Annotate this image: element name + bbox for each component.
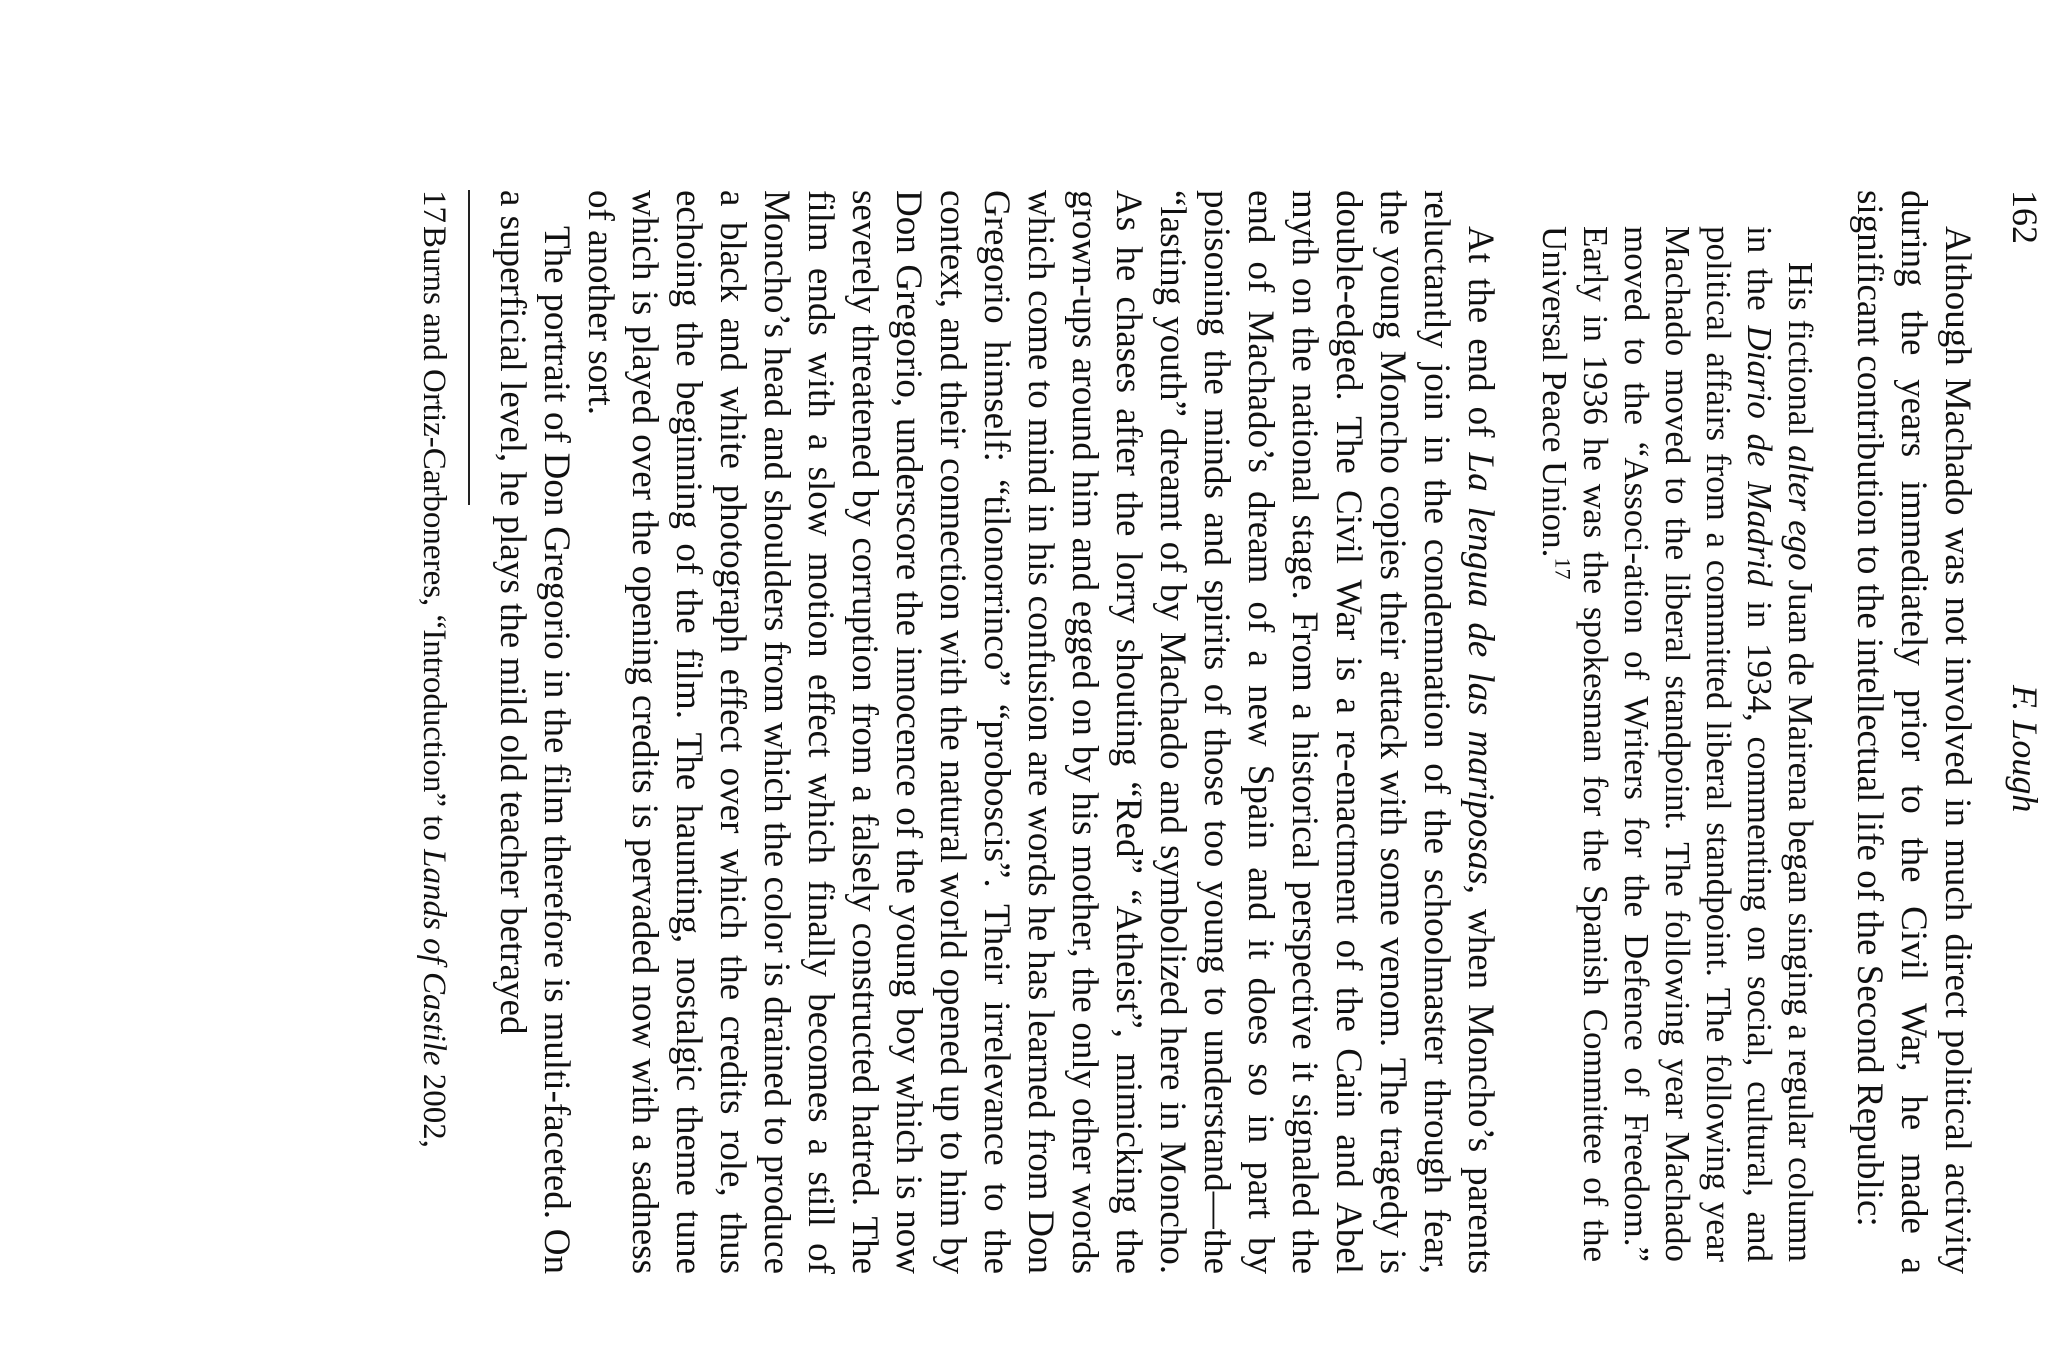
paragraph-italic-title: La lengua de las mariposas [1460, 452, 1501, 885]
footnote-divider [468, 190, 470, 505]
running-head-author: F. Lough [2005, 685, 2045, 813]
quote-italic-diario: Diario de Madrid [1740, 325, 1779, 587]
footnote-reference: 17 [1550, 557, 1576, 580]
footnote-text-part: Burns and Ortiz-Carboneres, “Introduction” to [416, 226, 452, 850]
quote-text-part: in 1934, commenting on social, cultural, and political affairs from a committed liberal standpoint. The following year Machado moved to the liberal standpoint. The following year Machado moved to the “Associ-ation of Writers for the Defence of Freedom.” Early in 1936 he was the spokesman for the Spanish Committee of the Universal Peace Union. [1535, 226, 1779, 1262]
paragraph-intro: Although Machado was not involved in much direct political activity during the years immediately prior to the Civil War, he made a significant contribution to the intellectual life of the Second Republic: [1849, 190, 1978, 1274]
quote-italic-alter-ego: alter ego [1781, 445, 1820, 571]
quote-text-part: His fictional [1781, 262, 1820, 446]
footnote-number: 17 [416, 190, 452, 223]
running-head [2003, 190, 2047, 1274]
footnote-text-part: 2002, [416, 1065, 452, 1149]
block-quote-text [1534, 226, 1821, 1262]
footnote-italic-title: Lands of Castile [416, 849, 452, 1066]
paragraph-text-part: , when Moncho’s parents reluctantly join in the condemnation of the schoolmaster through fear, the young Moncho copies their attack with some venom. The tragedy is double-edged. The Civil War is a re-enactment of the Cain and Abel myth on the national stage. From a historical perspective it signaled the end of Machado’s dream of a new Spain and it does so in part by poisoning the minds and spirits of those too young to understand—the “lasting youth” dreamt of by Machado and symbolized here in Moncho. As he chases after the lorry shouting “Red” “Atheist”, mimicking the grown-ups around him and egged on by his mother, the only other words which come to mind in his confusion are words he has learned from Don Gregorio himself: “tilonorrinco” “proboscis”. Their irrelevance to the context, and their connection with the natural world opened up to him by Don Gregorio, underscore the innocence of the young boy which is now severely threatened by corruption from a falsely constructed hatred. The film ends with a slow motion effect which finally becomes a still of Moncho’s head and shoulders from which the color is drained to produce a black and white photograph effect over which the credits role, thus echoing the beginning of the film. The haunting, nostalgic theme tune which is played over the opening credits is pervaded now with a sadness of another sort. [580, 190, 1501, 1275]
paragraph-text-part: At the end of [1460, 226, 1501, 453]
paragraph-portrait: The portrait of Don Gregorio in the film therefore is multi-faceted. On a superficial level, he plays the mild old teacher betrayed [492, 190, 577, 1274]
paragraph-lengua [578, 190, 1502, 1274]
block-quote [1534, 190, 1821, 1274]
footnote [414, 190, 454, 1274]
quote-text-part: Juan de Mairena began singing a regular column in the [1740, 226, 1820, 1263]
page-number: 162 [2005, 190, 2045, 244]
